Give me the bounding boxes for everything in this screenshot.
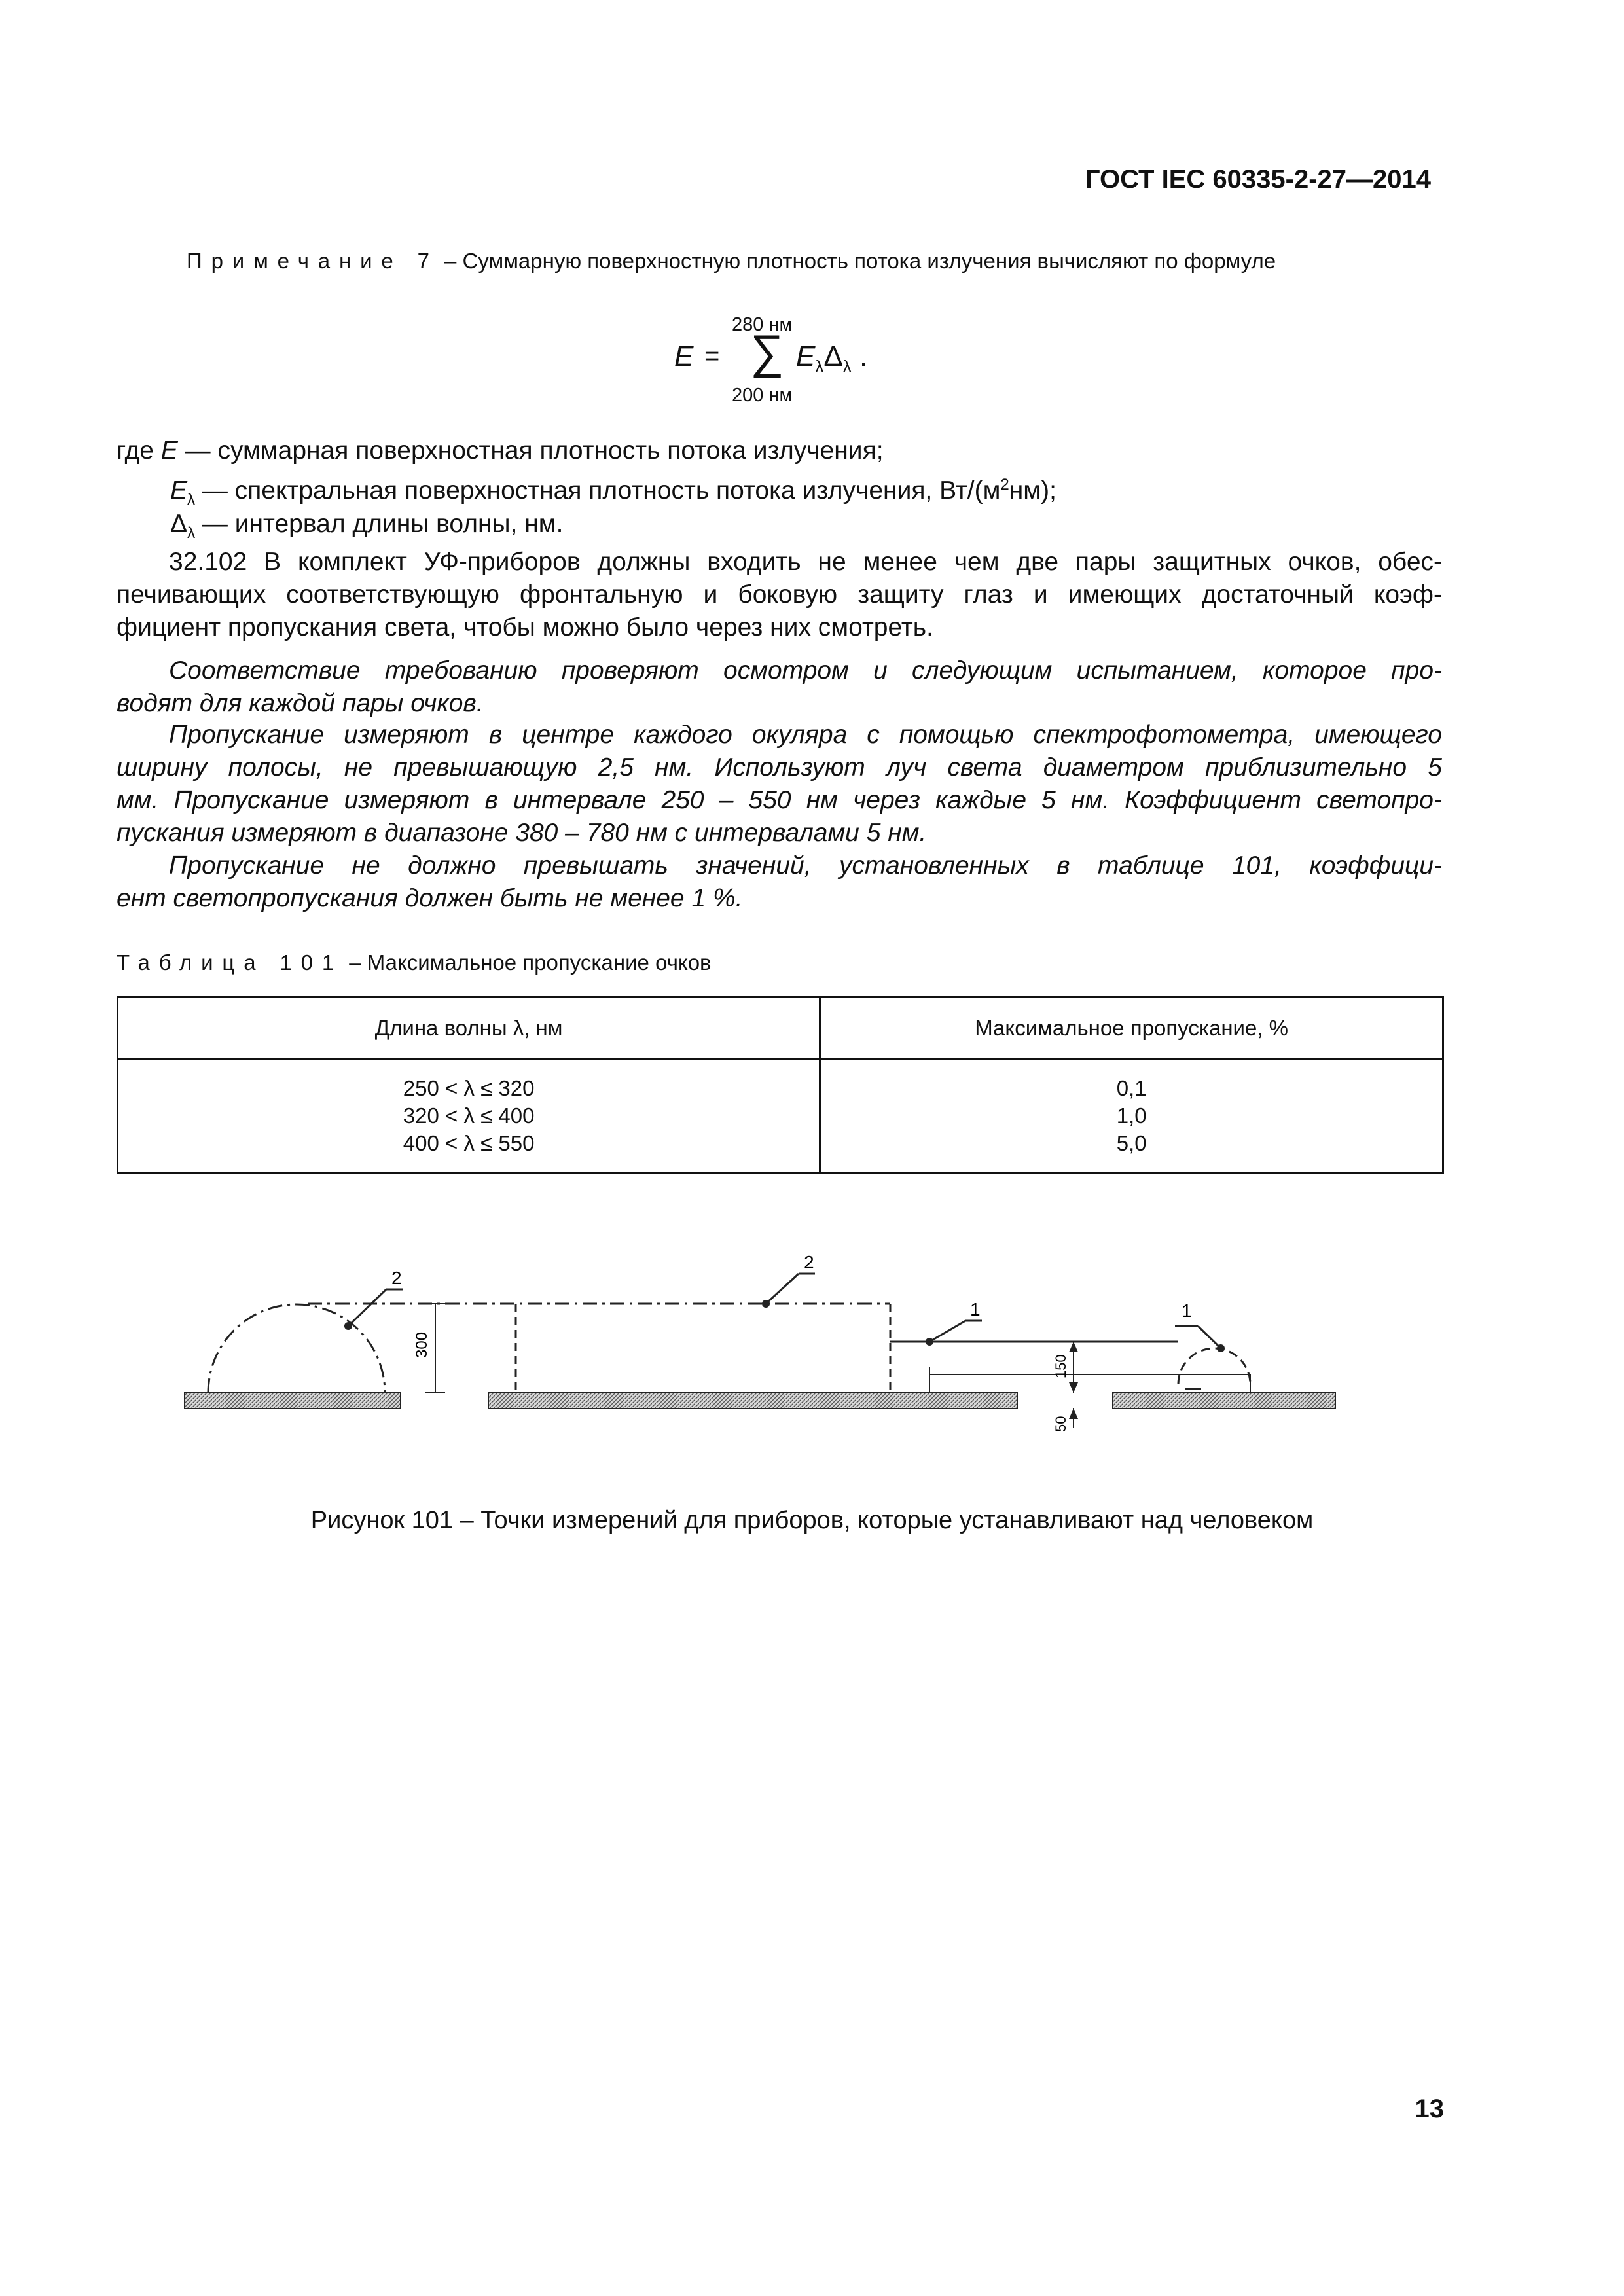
formula-equals: =: [704, 342, 720, 370]
dome-outline-right: [1178, 1348, 1250, 1384]
dome-outline-left: [208, 1304, 385, 1393]
sigma-icon: ∑: [750, 326, 784, 378]
dimension-300: 300: [413, 1331, 431, 1358]
label-1-right: 1: [1182, 1300, 1192, 1321]
paragraph-measurement: Пропускание измеряют в центре каждого окуляра с помощью спектрофотометра, имеющего ширину полосы, не превышающую 2,5 нм. Используют луч света диаметром приблизительно 5 мм. Пропускание измеряют в интервале 250 – 550 нм через каждые 5 нм. Коэффициент светопро- пускания измеряют в диапазоне 380 – 780 нм с интервалами 5 нм.: [117, 721, 1442, 847]
base-plate-middle: [488, 1393, 1017, 1408]
formula-lhs: E: [674, 340, 694, 372]
table-caption: Таблица 101 – Максимальное пропускание очков: [117, 950, 712, 975]
table-row: [118, 1060, 1443, 1173]
table-header-row: [118, 997, 1443, 1060]
table-header-wavelength: Длина волны λ, нм: [118, 997, 820, 1060]
paragraph-compliance: Соответствие требованию проверяют осмотром и следующим испытанием, которое про- водят для каждой пары очков.: [117, 656, 1442, 717]
definition-e: где E — суммарная поверхностная плотность потока излучения;: [117, 437, 884, 465]
base-plate-right: [1113, 1393, 1335, 1408]
figure-caption: Рисунок 101 – Точки измерений для приборов, которые устанавливают над человеком: [310, 1507, 1314, 1534]
label-2-middle: 2: [804, 1252, 814, 1272]
paragraph-limits: Пропускание не должно превышать значений, установленных в таблице 101, коэффици- ент светопропускания должен быть не менее 1 %.: [117, 852, 1442, 912]
note-7: [187, 249, 1276, 274]
formula-term: $E_\lambda\Delta_\lambda$ .: [796, 340, 868, 376]
summation-formula: [674, 314, 923, 412]
definition-e-lambda: $E_\lambda$ — спектральная поверхностная плотность потока излучения, $Вт/(м^2нм)$;: [170, 476, 1056, 509]
table-header-transmission: Максимальное пропускание, %: [820, 997, 1443, 1060]
figure-101: [177, 1250, 1355, 1437]
dimension-150: 150: [1053, 1354, 1069, 1378]
measurement-points-diagram: [177, 1250, 1355, 1433]
page-number: 13: [1415, 2094, 1444, 2123]
formula-lower-limit: 200 нм: [732, 385, 793, 406]
note-text: – Суммарную поверхностную плотность потока излучения вычисляют по формуле: [444, 249, 1276, 273]
definition-delta-lambda: $\Delta_\lambda$ — интервал длины волны, нм.: [170, 510, 564, 542]
transmission-cell: 0,1 1,0 5,0: [820, 1060, 1443, 1173]
label-2-left: 2: [391, 1268, 402, 1288]
document-header: ГОСТ IEC 60335-2-27—2014: [1085, 165, 1431, 194]
base-plate-left: [185, 1393, 401, 1408]
transmission-table: [117, 996, 1444, 1174]
paragraph-32-102: 32.102 В комплект УФ-приборов должны входить не менее чем две пары защитных очков, обес- печивающих соответствующую фронтальную и боковую защиту глаз и имеющих достаточный коэф- фициент пропускания света, чтобы можно было через них смотреть.: [117, 548, 1442, 641]
dimension-50: 50: [1053, 1416, 1069, 1432]
wavelength-cell: 250 < λ ≤ 320 320 < λ ≤ 400 400 < λ ≤ 550: [118, 1060, 820, 1173]
label-1-left: 1: [970, 1299, 981, 1319]
note-label: Примечание 7: [187, 249, 439, 273]
formula-upper-limit: 280 нм: [732, 314, 793, 335]
